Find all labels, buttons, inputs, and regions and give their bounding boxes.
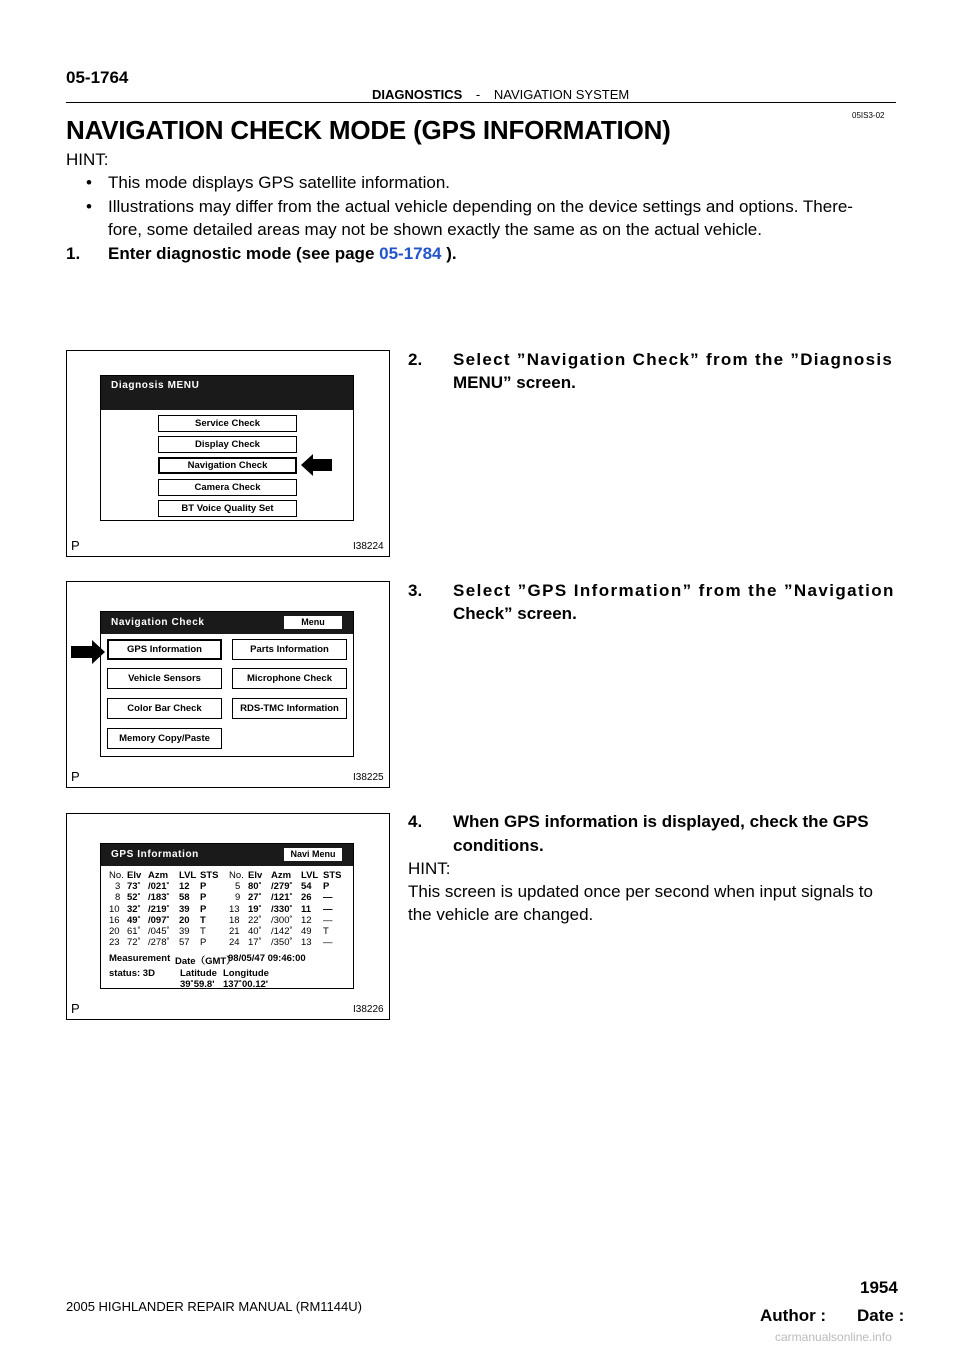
table-cell: 19˚ — [248, 903, 262, 915]
table-cell: 80˚ — [248, 881, 262, 893]
table-cell: 22˚ — [248, 914, 262, 926]
screen-title-bar: Navigation Check — [101, 612, 353, 634]
status-value: status: 3D — [109, 968, 155, 979]
table-cell: 12 — [301, 914, 312, 926]
hint-label: HINT: — [66, 150, 109, 169]
table-cell: P — [200, 892, 207, 904]
table-cell: P — [200, 903, 207, 915]
table-cell: P — [323, 881, 330, 893]
table-cell: 5 — [235, 881, 241, 893]
screen-title-bar: GPS Information — [101, 844, 353, 866]
bullet-2: Illustrations may differ from the actual vehicle depending on the device settings and options. There- — [108, 197, 853, 216]
table-cell: 10 — [109, 903, 120, 915]
table-header: STS — [200, 870, 219, 881]
section-name: DIAGNOSTICS — [372, 87, 463, 102]
table-cell: P — [200, 937, 207, 949]
table-cell: T — [200, 914, 206, 926]
table-cell: 11 — [301, 903, 312, 915]
table-header: Elv — [248, 870, 263, 881]
date-label: Date（GMT） — [175, 956, 236, 967]
table-header: Azm — [271, 870, 292, 881]
figure-diagnosis-menu — [66, 350, 390, 557]
color-bar-check-button[interactable]: Color Bar Check — [107, 698, 222, 719]
running-header — [372, 87, 629, 102]
figure-navigation-check — [66, 581, 390, 788]
table-header: LVL — [301, 870, 319, 881]
table-cell: /350˚ — [271, 937, 293, 949]
memory-copy-paste-button[interactable]: Memory Copy/Paste — [107, 728, 222, 749]
navi-menu-button[interactable]: Navi Menu — [284, 848, 342, 861]
table-cell: /219˚ — [148, 903, 170, 915]
table-cell: 49˚ — [127, 914, 141, 926]
table-cell: /300˚ — [271, 914, 293, 926]
table-cell: /045˚ — [148, 926, 170, 937]
table-cell: 18 — [229, 914, 240, 926]
table-cell: 23 — [109, 937, 120, 949]
display-check-button[interactable]: Display Check — [158, 436, 297, 453]
table-cell: 27˚ — [248, 892, 262, 904]
date-label: Date : — [857, 1306, 905, 1325]
table-cell: 52˚ — [127, 892, 141, 904]
table-cell: 54 — [301, 881, 312, 893]
figure-id: I38225 — [353, 772, 384, 783]
table-cell: 16 — [109, 914, 120, 926]
figure-gps-information — [66, 813, 390, 1020]
step-1-suffix: ). — [441, 244, 457, 263]
header-separator: - — [475, 87, 481, 102]
figure-mark: P — [71, 1001, 80, 1016]
table-cell: 49 — [301, 926, 312, 937]
screen-title-bar: Diagnosis MENU — [101, 376, 353, 410]
table-cell: — — [323, 914, 333, 926]
figure-id: I38224 — [353, 541, 384, 552]
diagnosis-menu-screen — [100, 375, 354, 521]
bullet-2-cont: fore, some detailed areas may not be shown exactly the same as on the actual vehicle. — [108, 220, 762, 239]
bullet-icon: • — [86, 173, 92, 192]
table-cell: 21 — [229, 926, 240, 937]
table-header: STS — [323, 870, 342, 881]
menu-button[interactable]: Menu — [284, 616, 342, 629]
table-cell: /142˚ — [271, 926, 293, 937]
table-cell: 40˚ — [248, 926, 262, 937]
gps-information-screen — [100, 843, 354, 989]
longitude-value: 137˚00.12' — [223, 979, 269, 989]
step-1-number: 1. — [66, 244, 81, 263]
table-cell: /097˚ — [148, 914, 170, 926]
table-cell: 9 — [235, 892, 241, 904]
table-cell: /021˚ — [148, 881, 170, 893]
table-cell: /183˚ — [148, 892, 170, 904]
table-cell: 57 — [179, 937, 190, 949]
table-header: Azm — [148, 870, 169, 881]
table-header: No. — [109, 870, 124, 881]
step-1-text — [108, 242, 457, 265]
figure-mark: P — [71, 538, 80, 553]
table-cell: 32˚ — [127, 903, 141, 915]
table-cell: — — [323, 903, 333, 915]
pointer-arrow-icon — [301, 454, 333, 476]
watermark: carmanualsonline.info — [775, 1330, 892, 1344]
step-2-number: 2. — [408, 350, 423, 369]
table-header: LVL — [179, 870, 197, 881]
vehicle-sensors-button[interactable]: Vehicle Sensors — [107, 668, 222, 689]
step-3-number: 3. — [408, 581, 423, 600]
header-rule — [66, 102, 896, 103]
table-cell: /121˚ — [271, 892, 293, 904]
hint-2-line-2: the vehicle are changed. — [408, 905, 594, 924]
step-4-line-1: When GPS information is displayed, check the GPS — [453, 812, 869, 831]
latitude-label: Latitude — [180, 968, 217, 979]
pointer-arrow-icon — [71, 640, 105, 664]
table-cell: 72˚ — [127, 937, 141, 949]
bullet-icon: • — [86, 197, 92, 216]
gps-information-button[interactable]: GPS Information — [107, 639, 222, 660]
page-code: 05-1764 — [66, 68, 129, 87]
figure-mark: P — [71, 769, 80, 784]
table-cell: 58 — [179, 892, 190, 904]
table-cell: T — [200, 926, 206, 937]
table-cell: 17˚ — [248, 937, 262, 949]
hint-2-label: HINT: — [408, 859, 451, 878]
table-cell: /330˚ — [271, 903, 293, 915]
table-cell: 39 — [179, 926, 190, 937]
table-cell: P — [200, 881, 207, 893]
step-3-line-2: Check” screen. — [453, 604, 577, 623]
table-cell: 12 — [179, 881, 190, 893]
table-cell: 24 — [229, 937, 240, 949]
table-cell: — — [323, 937, 333, 949]
doc-id: 05IS3-02 — [852, 111, 885, 120]
table-cell: — — [323, 892, 333, 904]
table-cell: 61˚ — [127, 926, 141, 937]
table-cell: T — [323, 926, 329, 937]
parts-information-button[interactable]: Parts Information — [232, 639, 347, 660]
table-cell: /278˚ — [148, 937, 170, 949]
bullet-1: This mode displays GPS satellite information. — [108, 173, 451, 192]
navigation-check-screen — [100, 611, 354, 757]
step-4-line-2: conditions. — [453, 836, 544, 855]
longitude-label: Longitude — [223, 968, 269, 979]
camera-check-button[interactable]: Camera Check — [158, 479, 297, 496]
date-value: 98/05/47 09:46:00 — [228, 953, 306, 964]
author-label: Author : — [760, 1306, 827, 1325]
table-header: No. — [229, 870, 244, 881]
rds-tmc-information-button[interactable]: RDS-TMC Information — [232, 698, 347, 719]
table-cell: 8 — [115, 892, 121, 904]
page-number: 1954 — [860, 1278, 898, 1297]
table-header: Elv — [127, 870, 142, 881]
service-check-button[interactable]: Service Check — [158, 415, 297, 432]
page-title: NAVIGATION CHECK MODE (GPS INFORMATION) — [66, 115, 671, 145]
step-3-line-1: Select ”GPS Information” from the ”Navigation — [453, 581, 895, 600]
subsection-name: NAVIGATION SYSTEM — [493, 87, 630, 102]
manual-name: 2005 HIGHLANDER REPAIR MANUAL (RM1144U) — [66, 1299, 362, 1314]
step-1-page-link[interactable]: 05-1784 — [379, 244, 442, 263]
table-cell: 39 — [179, 903, 190, 915]
table-cell: /279˚ — [271, 881, 293, 893]
measurement-label: Measurement — [109, 953, 171, 964]
step-4-number: 4. — [408, 812, 423, 831]
figure-id: I38226 — [353, 1004, 384, 1015]
hint-2-line-1: This screen is updated once per second when input signals to — [408, 882, 873, 901]
microphone-check-button[interactable]: Microphone Check — [232, 668, 347, 689]
step-2-line-2: MENU” screen. — [453, 373, 576, 392]
table-cell: 20 — [179, 914, 190, 926]
navigation-check-button[interactable]: Navigation Check — [158, 457, 297, 474]
table-cell: 20 — [109, 926, 120, 937]
table-cell: 3 — [115, 881, 121, 893]
table-cell: 26 — [301, 892, 312, 904]
step-1-prefix: Enter diagnostic mode (see page — [108, 244, 380, 263]
table-cell: 13 — [229, 903, 240, 915]
table-cell: 13 — [301, 937, 312, 949]
bt-voice-quality-button[interactable]: BT Voice Quality Set — [158, 500, 297, 517]
latitude-value: 39˚59.8' — [180, 979, 215, 989]
table-cell: 73˚ — [127, 881, 141, 893]
step-2-line-1: Select ”Navigation Check” from the ”Diagnosis — [453, 350, 894, 369]
